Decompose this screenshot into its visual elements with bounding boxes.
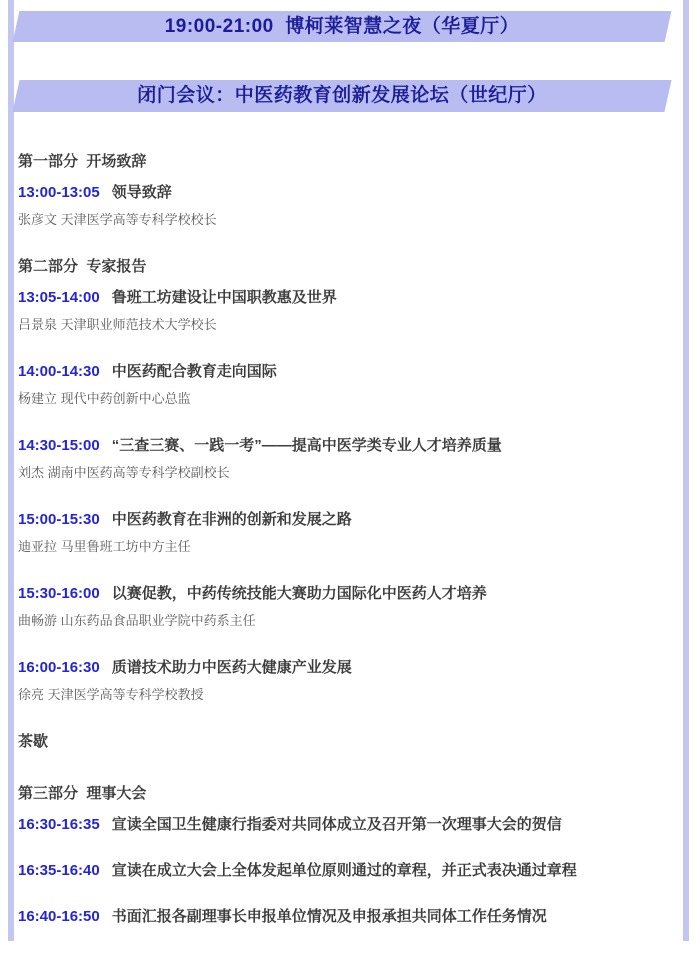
session-title: 鲁班工坊建设让中国职教惠及世界 [111, 289, 337, 306]
section-heading-3: 第三部分 理事大会 [18, 785, 147, 802]
session-time: 13:00-13:05 [18, 184, 100, 201]
session-time: 16:40-16:50 [18, 908, 100, 925]
session-time: 16:30-16:35 [18, 816, 100, 833]
banner-evening-event [16, 11, 668, 42]
session-row [18, 288, 668, 308]
speaker-line: 迪亚拉 马里鲁班工坊中方主任 [18, 539, 191, 554]
session-title: 宣读全国卫生健康行指委对共同体成立及召开第一次理事大会的贺信 [111, 816, 562, 833]
session-row [18, 436, 668, 456]
session-row [18, 907, 668, 927]
session-time: 15:30-16:00 [18, 585, 100, 602]
section-heading-1: 第一部分 开场致辞 [18, 153, 147, 170]
session-title: 中医药配合教育走向国际 [111, 363, 277, 380]
agenda-content [18, 152, 668, 953]
tea-break-label: 茶歇 [18, 733, 49, 750]
right-side-rail [683, 0, 689, 941]
session-title: 中医药教育在非洲的创新和发展之路 [111, 511, 352, 528]
session-row [18, 658, 668, 678]
banner-forum-title-label: 闭门会议：中医药教育创新发展论坛（世纪厅） [137, 85, 547, 106]
speaker-line: 曲畅游 山东药品食品职业学院中药系主任 [18, 613, 256, 628]
session-time: 13:05-14:00 [18, 289, 100, 306]
session-row [18, 362, 668, 382]
session-time: 16:35-16:40 [18, 862, 100, 879]
speaker-line: 刘杰 湖南中医药高等专科学校副校长 [18, 465, 230, 480]
speaker-line: 杨建立 现代中药创新中心总监 [18, 391, 191, 406]
session-row [18, 510, 668, 530]
session-title: 领导致辞 [111, 184, 172, 201]
session-title: 以赛促教，中药传统技能大赛助力国际化中医药人才培养 [111, 585, 487, 602]
banner-forum-title [16, 80, 668, 112]
session-title: “三查三赛、一践一考”——提高中医学类专业人才培养质量 [111, 437, 502, 454]
session-title: 书面汇报各副理事长申报单位情况及申报承担共同体工作任务情况 [111, 908, 547, 925]
session-row [18, 584, 668, 604]
speaker-line: 吕景泉 天津职业师范技术大学校长 [18, 317, 217, 332]
speaker-line: 徐亮 天津医学高等专科学校教授 [18, 687, 204, 702]
banner-evening-event-label: 19:00-21:00 博柯莱智慧之夜（华夏厅） [164, 16, 520, 37]
session-title: 宣读在成立大会上全体发起单位原则通过的章程，并正式表决通过章程 [111, 862, 577, 879]
session-row [18, 183, 668, 203]
session-row [18, 815, 668, 835]
session-time: 15:00-15:30 [18, 511, 100, 528]
session-time: 16:00-16:30 [18, 659, 100, 676]
section-heading-2: 第二部分 专家报告 [18, 258, 147, 275]
speaker-line: 张彦文 天津医学高等专科学校校长 [18, 212, 217, 227]
session-time: 14:30-15:00 [18, 437, 100, 454]
session-row [18, 861, 668, 881]
session-title: 质谱技术助力中医药大健康产业发展 [111, 659, 352, 676]
left-side-rail [8, 0, 14, 941]
session-time: 14:00-14:30 [18, 363, 100, 380]
